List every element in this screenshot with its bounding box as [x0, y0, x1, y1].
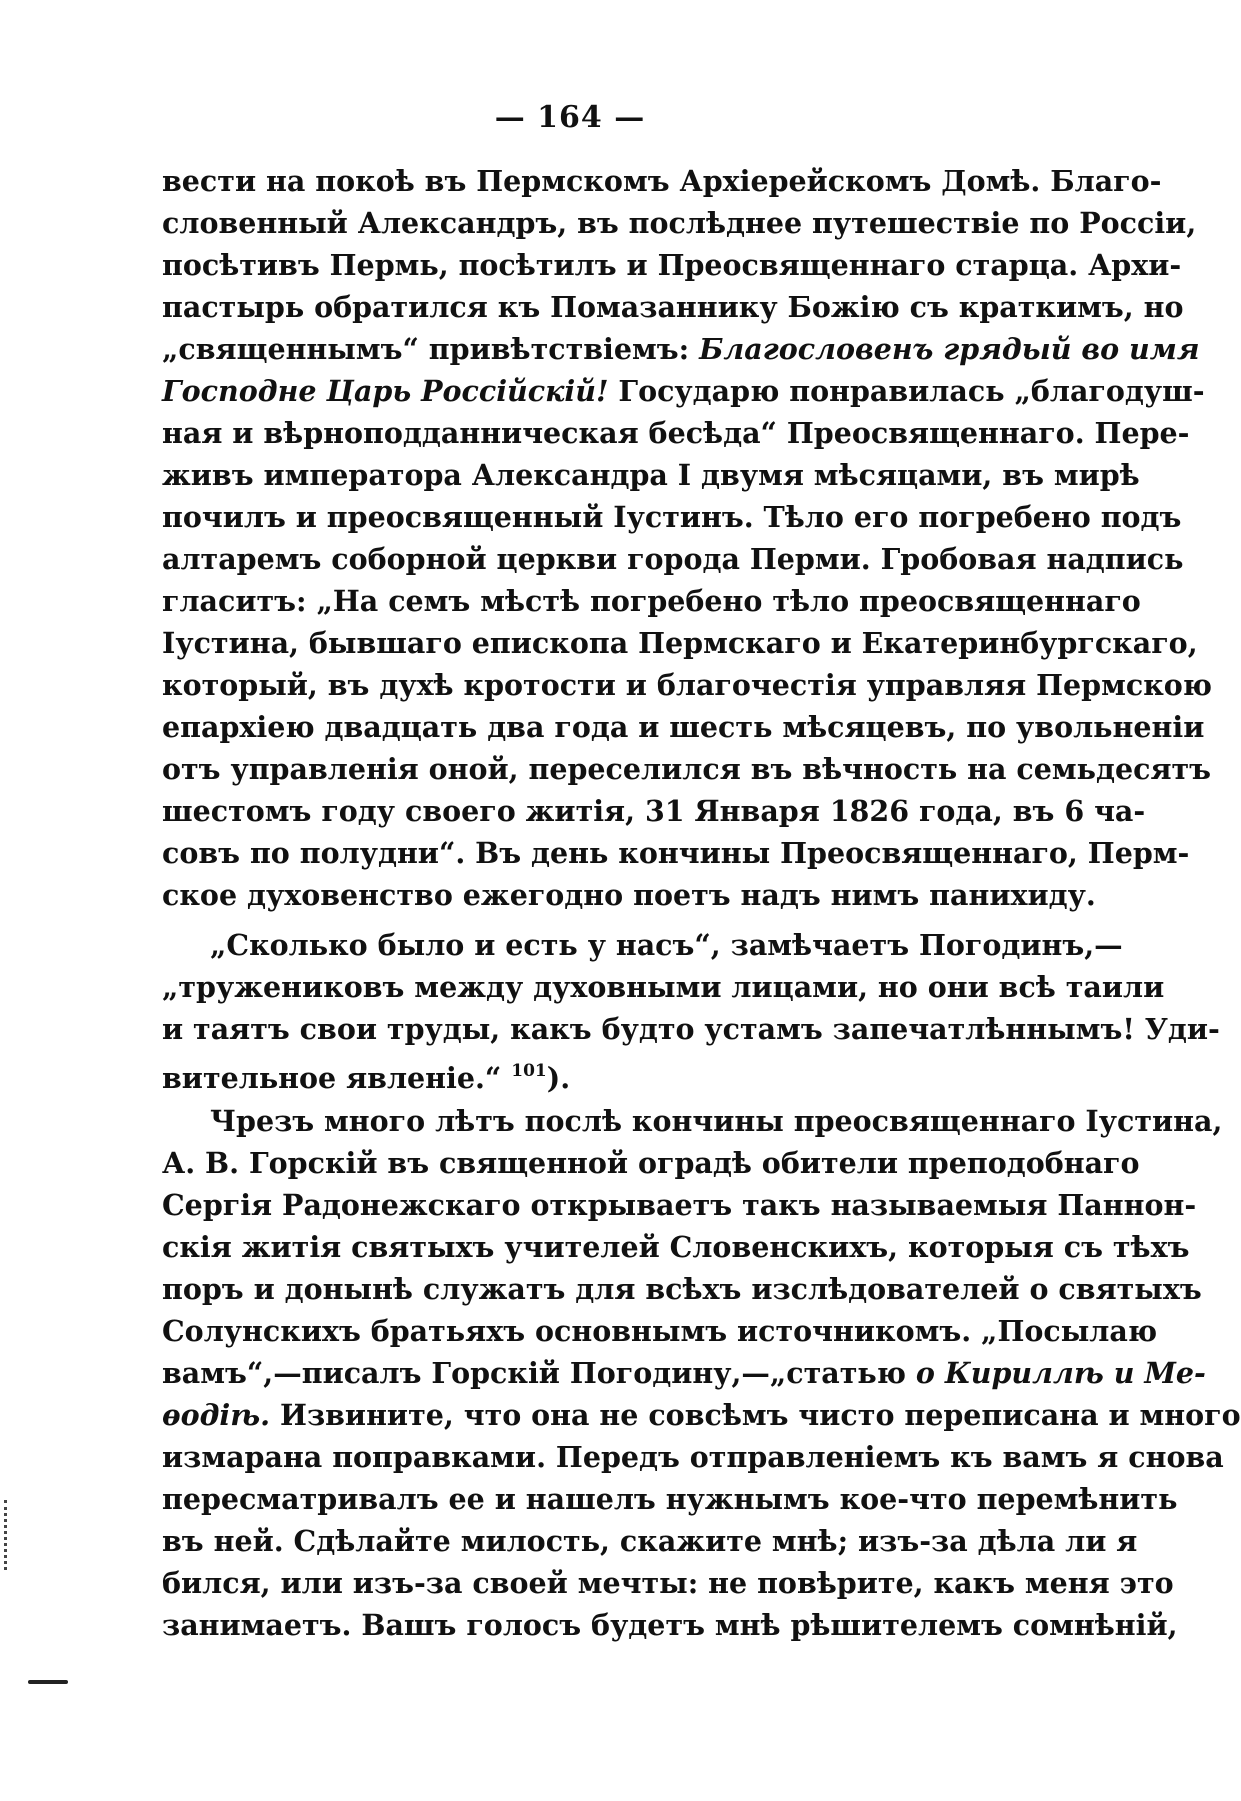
text-line: [162, 1520, 1138, 1562]
text-line: [162, 580, 1141, 622]
text-line: [162, 706, 1205, 748]
text-segment: въ ней. Сдѣлайте милость, скажите мнѣ; изъ-за дѣла ли я: [162, 1524, 1138, 1558]
text-segment: вительное явленіе.“: [162, 1061, 512, 1095]
text-line: [162, 832, 1190, 874]
text-segment: вамъ“,—писалъ Горскій Погодину,—„статью: [162, 1356, 916, 1390]
text-line: [162, 1100, 1223, 1142]
text-segment: вести на покоѣ въ Пермскомъ Архіерейскомъ Домѣ. Благо-: [162, 164, 1162, 198]
text-line: [162, 1008, 1220, 1050]
text-line: [162, 622, 1198, 664]
text-segment: А. В. Горскій въ священной оградѣ обители преподобнаго: [162, 1146, 1140, 1180]
text-line: [162, 244, 1182, 286]
text-line: [162, 454, 1140, 496]
text-line: [162, 1562, 1174, 1604]
text-segment: шестомъ году своего житія, 31 Января 1826 года, въ 6 ча-: [162, 794, 1146, 828]
text-segment: живъ императора Александра I двумя мѣсяцами, въ мирѣ: [162, 458, 1140, 492]
text-line: [162, 1050, 1004, 1095]
text-segment: Сергія Радонежскаго открываетъ такъ называемыя Паннон-: [162, 1188, 1197, 1222]
footnote-ref: 101: [511, 1061, 547, 1081]
text-line: [162, 790, 1146, 832]
text-line: [162, 1268, 1202, 1310]
text-segment: Государю понравилась „благодуш-: [608, 374, 1205, 408]
text-segment: скія житія святыхъ учителей Словенскихъ, которыя съ тѣхъ: [162, 1230, 1190, 1264]
text-segment: совъ по полудни“. Въ день кончины Преосвященнаго, Перм-: [162, 836, 1190, 870]
text-segment: ).: [546, 1061, 571, 1095]
text-segment: который, въ духѣ кротости и благочестія управляя Пермскою: [162, 668, 1213, 702]
text-line: [162, 538, 1184, 580]
text-line: [162, 1394, 1241, 1436]
italic-segment: ѳодіѣ.: [162, 1398, 271, 1432]
text-segment: занимаетъ. Вашъ голосъ будетъ мнѣ рѣшителемъ сомнѣній,: [162, 1608, 1178, 1642]
text-segment: ское духовенство ежегодно поетъ надъ нимъ панихиду.: [162, 878, 1096, 912]
text-segment: почилъ и преосвященный Іустинъ. Тѣло его погребено подъ: [162, 500, 1182, 534]
text-line: [162, 370, 1205, 412]
text-line: [162, 1142, 1140, 1184]
text-segment: „священнымъ“ привѣтствіемъ:: [162, 332, 700, 366]
text-segment: Солунскихъ братьяхъ основнымъ источникомъ. „Посылаю: [162, 1314, 1158, 1348]
text-line: [162, 1310, 1158, 1352]
italic-segment: о Кириллѣ и Ме-: [915, 1356, 1206, 1390]
text-line: [162, 874, 1096, 916]
italic-segment: Благословенъ грядый во имя: [699, 332, 1200, 366]
text-line: [162, 966, 1165, 1008]
text-segment: пересматривалъ ее и нашелъ нужнымъ кое-что перемѣнить: [162, 1482, 1178, 1516]
margin-scan-dots: [4, 1500, 10, 1570]
text-line: [162, 1436, 1224, 1478]
text-segment: и таятъ свои труды, какъ будто устамъ запечатлѣннымъ! Уди-: [162, 1012, 1220, 1046]
text-segment: ная и вѣрноподданническая бесѣда“ Преосвященнаго. Пере-: [162, 416, 1190, 450]
text-segment: измарана поправками. Передъ отправленіемъ къ вамъ я снова: [162, 1440, 1224, 1474]
margin-scan-mark: [28, 1680, 68, 1684]
text-line: [162, 286, 1184, 328]
text-segment: словенный Александръ, въ послѣднее путешествіе по Россіи,: [162, 206, 1197, 240]
paragraph-gap: [162, 916, 1004, 924]
paragraph: [162, 924, 1220, 1095]
paragraph: [162, 1100, 1241, 1646]
text-line: [162, 1184, 1197, 1226]
text-segment: Іустина, бывшаго епископа Пермскаго и Екатеринбургскаго,: [162, 626, 1198, 660]
text-line: [162, 202, 1197, 244]
text-segment: „Сколько было и есть у насъ“, замѣчаетъ Погодинъ,—: [210, 928, 1123, 962]
text-line: [162, 496, 1182, 538]
text-segment: Извините, что она не совсѣмъ чисто переписана и много: [270, 1398, 1241, 1432]
text-line: [162, 1226, 1190, 1268]
text-segment: поръ и донынѣ служатъ для всѣхъ изслѣдователей о святыхъ: [162, 1272, 1202, 1306]
text-line: [162, 924, 1123, 966]
text-segment: бился, или изъ-за своей мечты: не повѣрите, какъ меня это: [162, 1566, 1174, 1600]
text-line: [162, 1478, 1178, 1520]
text-line: [162, 412, 1190, 454]
text-segment: отъ управленія оной, переселился въ вѣчность на семьдесятъ: [162, 752, 1212, 786]
italic-segment: Господне Царь Россійскій!: [162, 374, 609, 408]
text-line: [162, 1352, 1206, 1394]
text-segment: гласитъ: „На семъ мѣстѣ погребено тѣло преосвященнаго: [162, 584, 1141, 618]
body-text: [162, 160, 1241, 1646]
text-segment: алтаремъ соборной церкви города Перми. Гробовая надпись: [162, 542, 1184, 576]
text-segment: посѣтивъ Пермь, посѣтилъ и Преосвященнаго старца. Архи-: [162, 248, 1182, 282]
text-line: [162, 160, 1162, 202]
page-number: — 164 —: [494, 100, 646, 135]
text-line: [162, 664, 1213, 706]
text-segment: „тружениковъ между духовными лицами, но они всѣ таили: [162, 970, 1165, 1004]
text-line: [162, 748, 1212, 790]
text-segment: пастырь обратился къ Помазаннику Божію съ краткимъ, но: [162, 290, 1184, 324]
text-line: [162, 328, 1200, 370]
paragraph: [162, 160, 1213, 916]
text-line: [162, 1604, 1178, 1646]
text-segment: епархіею двадцать два года и шесть мѣсяцевъ, по увольненіи: [162, 710, 1205, 744]
text-segment: Чрезъ много лѣтъ послѣ кончины преосвященнаго Іустина,: [210, 1104, 1223, 1138]
